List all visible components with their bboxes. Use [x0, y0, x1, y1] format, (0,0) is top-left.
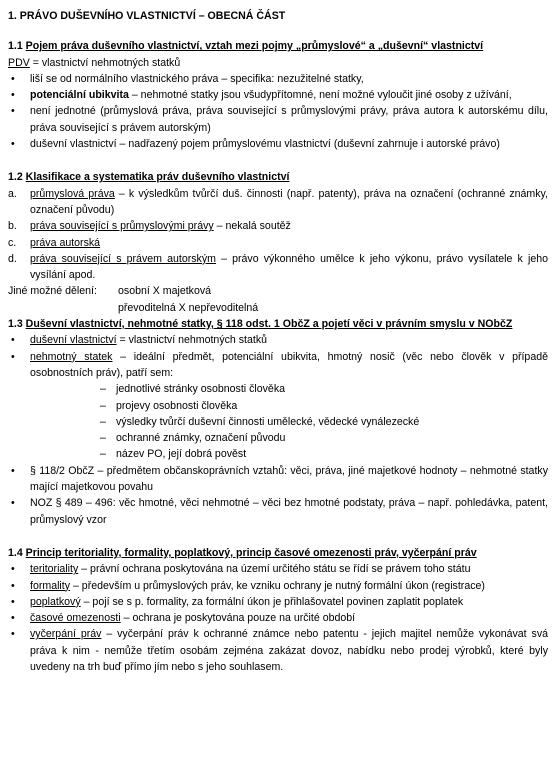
list-item	[8, 594, 548, 610]
list-item-term: teritoriality	[30, 563, 79, 576]
section-1-1-heading	[8, 38, 548, 54]
list-item	[8, 103, 548, 136]
list-item-text: – ideální předmět, potenciální ubikvita, hmotný nosič (věc nebo člověk v případě osobnostních práv), patří sem:	[30, 350, 548, 379]
list-item	[8, 218, 548, 234]
list-item-term: nehmotný statek	[30, 350, 113, 363]
list-item	[8, 349, 548, 463]
list-item	[8, 136, 548, 152]
list-item-text: NOZ § 489 – 496: věc hmotné, věci nehmotné – věci bez hmotné podstaty, práva – např. pohledávka, patent, průmyslový vzor	[30, 497, 548, 526]
sub-list-item: – výsledky tvůrčí duševní činnosti umělecké, vědecké vynálezecké	[100, 414, 548, 430]
list-item	[8, 495, 548, 528]
list-item-term: práva autorská	[30, 236, 101, 249]
pdv-definition	[8, 55, 548, 71]
alternative-division-value: převoditelná X nepřevoditelná	[118, 301, 259, 314]
section-1-4-heading	[8, 545, 548, 561]
pdv-definition-text: = vlastnictví nehmotných statků	[29, 56, 181, 69]
alternative-division	[8, 283, 548, 299]
list-item-text: – k výsledkům tvůrčí duš. činnosti (např. patenty), práva na označení (ochranné známky, označení původu)	[30, 187, 549, 216]
pdv-abbreviation: PDV	[8, 56, 30, 69]
list-item	[8, 87, 548, 103]
list-item	[8, 561, 548, 577]
list-item	[8, 463, 548, 496]
alternative-division-label: Jiné možné dělení:	[8, 285, 97, 298]
list-item	[8, 186, 548, 219]
list-item-text: duševní vlastnictví – nadřazený pojem průmyslovému vlastnictví (duševní zahrnuje i autorské právo)	[30, 138, 500, 151]
list-marker: a.	[8, 187, 17, 200]
section-number: 1.3	[8, 318, 26, 331]
sub-list-item: – jednotlivé stránky osobnosti člověka	[100, 381, 548, 397]
section-1-4-list	[8, 561, 548, 675]
sub-list-item: – ochranné známky, označení původu	[100, 430, 548, 446]
list-item-term: potenciální ubikvita	[30, 89, 129, 102]
section-1-3-heading	[8, 316, 548, 332]
sub-list-item: – název PO, její dobrá pověst	[100, 446, 548, 462]
list-item-term: časové omezenosti	[30, 612, 121, 625]
alternative-division	[8, 300, 548, 316]
sub-list	[8, 381, 548, 462]
list-item-term: vyčerpání práv	[30, 628, 102, 641]
list-item-text: – vyčerpání práv k ochranné známce nebo patentu - jejich majitel nemůže vykonávat svá práva k nim - nemůže třetím osobám zejména zakázat dovoz, nabídku nebo prodej výrobků, které byly uvedeny na trh buď přímo jím nebo s jeho souhlasem.	[30, 628, 549, 673]
section-1-2-heading	[8, 169, 548, 185]
section-number: 1.2	[8, 171, 26, 184]
list-marker: d.	[8, 252, 17, 265]
list-item	[8, 332, 548, 348]
list-item-text: – nehmotné statky jsou všudypřítomné, není možné vyloučit jiné osoby z užívání,	[128, 89, 512, 102]
section-title: Pojem práva duševního vlastnictví, vztah mezi pojmy „průmyslové“ a „duševní“ vlastnictví	[25, 40, 484, 53]
list-item	[8, 610, 548, 626]
list-item	[8, 578, 548, 594]
section-title: Duševní vlastnictví, nehmotné statky, § 118 odst. 1 ObčZ a pojetí věci v právním smyslu v NObčZ	[25, 318, 513, 331]
list-item-term: práva související s průmyslovými právy	[30, 220, 214, 233]
list-item-term: poplatkový	[30, 595, 81, 608]
list-item-text: – ochrana je poskytována pouze na určité období	[120, 612, 356, 625]
list-item-text: liší se od normálního vlastnického práva – specifika: nezužitelné statky,	[30, 72, 364, 85]
list-item-text: – nekalá soutěž	[213, 220, 291, 233]
list-item-text: § 118/2 ObčZ – předmětem občanskoprávních vztahů: věci, práva, jiné majetkové hodnoty – nehmotné statky mající majetkovou povahu	[30, 464, 548, 494]
list-item-text: není jednotné (průmyslová práva, práva související s průmyslovými právy, práva autora k autorskému dílu, práva související s právem autorským)	[30, 105, 548, 134]
document-page	[8, 8, 548, 675]
list-item-term: formality	[30, 579, 71, 592]
list-item-text: – právní ochrana poskytována na území určitého státu se řídí se právem toho státu	[78, 563, 471, 576]
section-number: 1.4	[8, 546, 26, 559]
list-item-term: duševní vlastnictví	[30, 334, 117, 347]
list-item-text: – právo výkonného umělce k jeho výkonu, právo vysílatele k jeho vysílání apod.	[30, 252, 548, 282]
sub-list-item: – projevy osobnosti člověka	[100, 398, 548, 414]
section-title: Princip teritoriality, formality, poplatkový, princip časové omezenosti práv, vyčerpání práv	[25, 546, 477, 559]
list-item	[8, 235, 548, 251]
list-item	[8, 71, 548, 87]
list-item-term: práva související s právem autorským	[30, 252, 216, 265]
section-1-3-list	[8, 332, 548, 528]
list-marker: c.	[8, 236, 17, 249]
section-title: Klasifikace a systematika práv duševního vlastnictví	[25, 171, 290, 184]
alternative-division-value: osobní X majetková	[118, 285, 212, 298]
list-item-text: – pojí se s p. formality, za formální úkon je přihlašovatel povinen zaplatit poplatek	[80, 595, 464, 608]
list-marker: b.	[8, 220, 17, 233]
list-item-text: = vlastnictví nehmotných statků	[116, 334, 268, 347]
section-number: 1.1	[8, 40, 26, 53]
section-1-2-list	[8, 186, 548, 284]
list-item-term: průmyslová práva	[30, 187, 115, 200]
section-1-1-list	[8, 71, 548, 152]
list-item	[8, 626, 548, 675]
list-item-text: – především u průmyslových práv, ke vzniku ochrany je nutný formální úkon (registrace)	[70, 579, 485, 592]
list-item	[8, 251, 548, 284]
document-title: 1. PRÁVO DUŠEVNÍHO VLASTNICTVÍ – OBECNÁ ČÁST	[8, 10, 286, 22]
